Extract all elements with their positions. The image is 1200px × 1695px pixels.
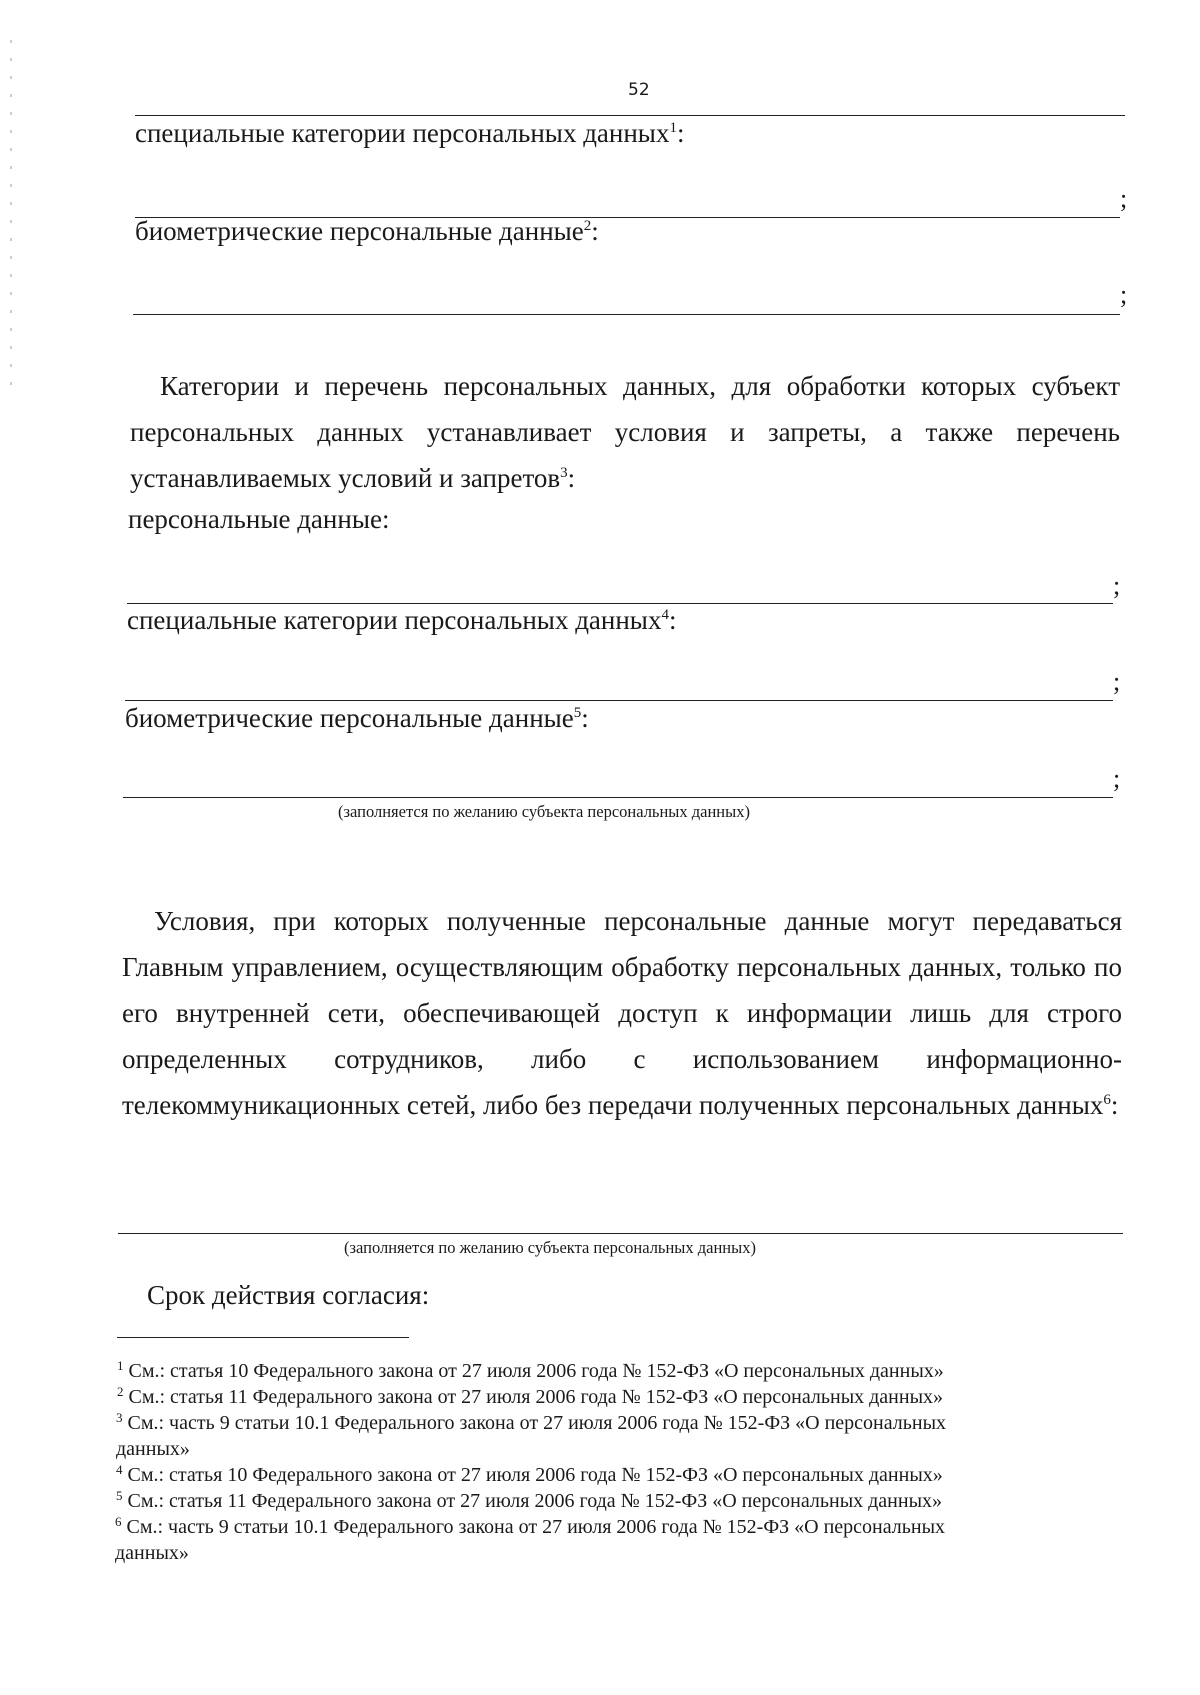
- validity-label: Срок действия согласия:: [147, 1280, 430, 1310]
- fill-hint: (заполняется по желанию субъекта персональных данных): [338, 802, 750, 821]
- fill-line-biometric: [133, 314, 1120, 315]
- personal-data-label: персональные данные:: [128, 504, 390, 534]
- biometric-label: биометрические персональные данные$^2$:: [135, 216, 599, 246]
- fill-line-biometric-2: [123, 797, 1113, 798]
- footnote-3-continuation: данных»: [116, 1438, 190, 1460]
- footnote-separator: [117, 1337, 409, 1338]
- footnote-3: $^3$ См.: часть 9 статьи 10.1 Федерального закона от 27 июля 2006 года № 152-ФЗ «О персональных: [116, 1410, 947, 1434]
- fill-line-conditions: [118, 1233, 1123, 1234]
- special-categories-label: специальные категории персональных данных$^1$:: [135, 118, 685, 148]
- footnote-6: $^6$ См.: часть 9 статьи 10.1 Федерального закона от 27 июля 2006 года № 152-ФЗ «О персональных: [115, 1514, 946, 1538]
- scan-margin-marks: [10, 40, 12, 400]
- biometric-label-2: биометрические персональные данные$^5$:: [125, 703, 589, 733]
- footnote-4: $^4$ См.: статья 10 Федерального закона от 27 июля 2006 года № 152-ФЗ «О персональных данных»: [116, 1462, 943, 1486]
- semicolon: ;: [1113, 571, 1121, 600]
- conditions-paragraph: Условия, при которых полученные персональные данные могут передаваться Главным управлением, осуществляющим обработку персональных данных, только по его внутренней сети, обеспечивающей доступ к информации лишь для строго определенных сотрудников, либо с использованием информационно-телекоммуникационных сетей, либо без передачи полученных персональных данных$^6$:: [122, 906, 1122, 1120]
- footnote-6-continuation: данных»: [115, 1542, 189, 1564]
- fill-hint: (заполняется по желанию субъекта персональных данных): [344, 1238, 756, 1257]
- semicolon: ;: [1113, 667, 1121, 696]
- special-categories-label-2: специальные категории персональных данных$^4$:: [127, 605, 677, 635]
- footnote-5: $^5$ См.: статья 11 Федерального закона от 27 июля 2006 года № 152-ФЗ «О персональных данных»: [116, 1488, 943, 1512]
- semicolon: ;: [1120, 184, 1128, 213]
- semicolon: ;: [1113, 764, 1121, 793]
- fill-line-special-2: [125, 700, 1113, 701]
- semicolon: ;: [1120, 280, 1128, 309]
- page-number: 52: [628, 80, 650, 100]
- footnote-1: $^1$ См.: статья 10 Федерального закона от 27 июля 2006 года № 152-ФЗ «О персональных данных»: [117, 1358, 944, 1382]
- fill-line-personal: [127, 603, 1113, 604]
- header-rule: [135, 115, 1125, 116]
- categories-intro: Категории и перечень персональных данных, для обработки которых субъект персональных данных устанавливает условия и запреты, а также перечень устанавливаемых условий и запретов$^3$:: [130, 371, 1120, 493]
- footnote-2: $^2$ См.: статья 11 Федерального закона от 27 июля 2006 года № 152-ФЗ «О персональных данных»: [117, 1384, 944, 1408]
